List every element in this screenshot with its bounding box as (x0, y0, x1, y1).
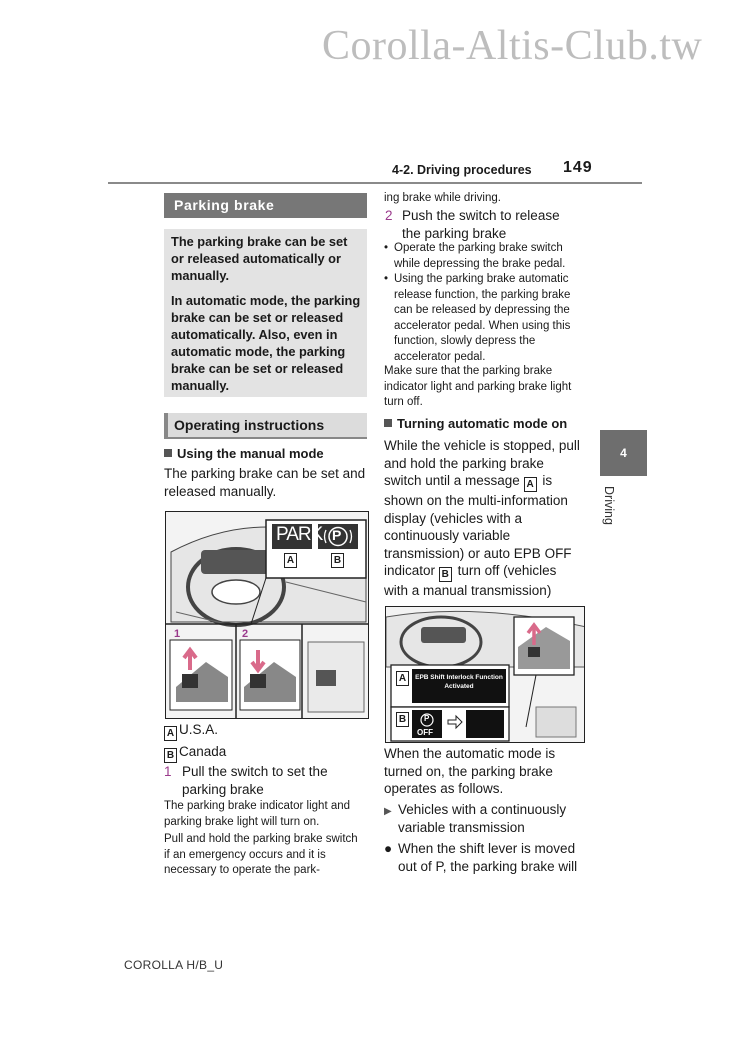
bullet-list (384, 241, 584, 365)
chapter-tab[interactable]: 4 (600, 430, 647, 476)
shift-lever-item: ● When the shift lever is moved out of P, the parking brake will (384, 841, 578, 874)
figure-auto-mode (385, 606, 585, 743)
figure-badge-a: A (284, 553, 297, 568)
dashboard-illustration (166, 512, 369, 719)
page-number: 149 (563, 159, 593, 176)
header-rule (108, 182, 642, 184)
bullet-item: • Using the parking brake automatic release function, the parking brake can be released by depressing the accelerator pedal. When using this function, slowly depress the accelerator pedal. (384, 272, 584, 365)
cvt-item: ▶ Vehicles with a continuously variable transmission (384, 802, 567, 835)
operating-instructions-heading: Operating instructions (164, 413, 367, 439)
figure-badge-b: B (396, 712, 409, 727)
bullet-item: • Operate the parking brake switch while depressing the brake pedal. (384, 241, 584, 272)
figure-badge-b: B (331, 553, 344, 568)
section-header: 4-2. Driving procedures (392, 163, 532, 177)
manual-mode-text: The parking brake can be set and released manually. (164, 466, 366, 499)
auto-mode-heading: Turning automatic mode on (384, 416, 567, 431)
intro-paragraph-2: In automatic mode, the parking brake can be set or released automatically. Also, even in automatic mode, the parking brake can be set or released manually. (171, 293, 361, 393)
epb-p-icon: P (424, 714, 430, 723)
badge-b: B (164, 748, 177, 763)
legend-a: A U.S.A. (164, 721, 218, 741)
badge-a: A (164, 726, 177, 741)
after-figure-text: When the automatic mode is turned on, the parking brake operates as follows. (384, 746, 556, 796)
badge-a: A (524, 477, 537, 492)
triangle-bullet-icon: ▶ (384, 806, 392, 817)
chapter-label: Driving (602, 486, 616, 525)
step-2-text: Push the switch to release the parking brake (402, 208, 560, 241)
watermark: Corolla-Altis-Club.tw (322, 23, 703, 69)
epb-off-label: OFF (417, 728, 433, 737)
figure-manual-switch (165, 511, 369, 719)
note-emergency: Pull and hold the parking brake switch if an emergency occurs and it is necessary to operate the park- (164, 833, 358, 876)
dot-bullet-icon: ● (384, 841, 393, 856)
square-bullet-icon (384, 419, 392, 427)
footer-model: COROLLA H/B_U (124, 958, 224, 972)
section-title: Parking brake (164, 193, 367, 218)
step-1-number: 1 (164, 764, 172, 779)
figure-step-1: 1 (174, 628, 181, 640)
park-indicator: PARK (276, 524, 323, 545)
square-bullet-icon (164, 449, 172, 457)
figure-badge-a: A (396, 671, 409, 686)
auto-mode-text: While the vehicle is stopped, pull and hold the parking brake switch until a message A is shown on the multi-information display (vehicles with a continuously variable transmission) or auto EPB OFF indicator B turn off (vehicles with a manual transmission) (384, 438, 580, 598)
note-indicator-light: The parking brake indicator light and parking brake light will turn on. (164, 800, 351, 828)
legend-b: B Canada (164, 743, 226, 763)
manual-mode-heading: Using the manual mode (164, 446, 324, 461)
p-indicator: P (332, 527, 342, 543)
intro-box (164, 229, 367, 397)
epb-message: EPB Shift Interlock Function Activated (415, 674, 503, 690)
continued-text: ing brake while driving. (384, 192, 501, 204)
note-make-sure: Make sure that the parking brake indicator light and parking brake light turn off. (384, 365, 572, 408)
figure-step-2: 2 (242, 628, 249, 640)
step-1-text: Pull the switch to set the parking brake (182, 764, 328, 797)
badge-b: B (439, 567, 452, 582)
intro-paragraph-1: The parking brake can be set or released automatically or manually. (171, 234, 348, 283)
step-2-number: 2 (385, 208, 393, 223)
